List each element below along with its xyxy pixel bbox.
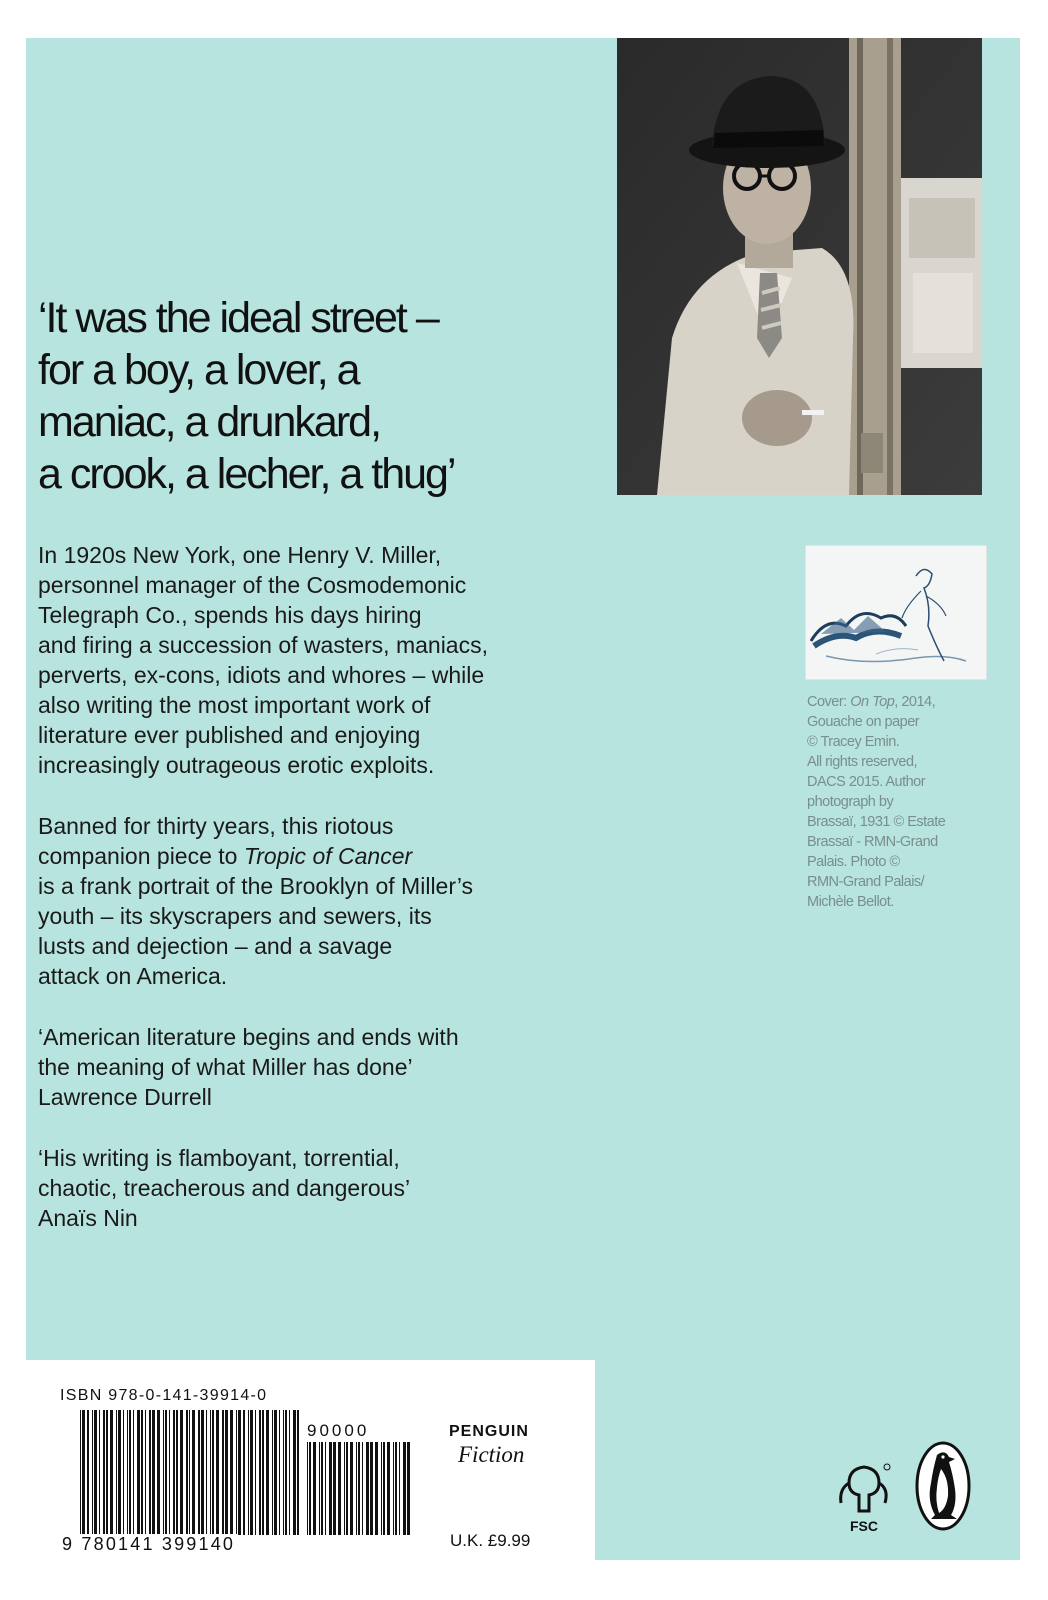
barcode-bar [225,1410,228,1535]
blurb-line: personnel manager of the Cosmodemonic [38,572,467,598]
barcode-bar [283,1410,284,1535]
barcode-bar [243,1410,245,1535]
fsc-tree-icon [835,1459,893,1537]
barcode-bar [344,1442,345,1535]
credits-line: Brassaï - RMN-Grand [807,834,938,850]
barcode-bar [356,1442,357,1535]
barcode-bar [309,1442,311,1535]
barcode-bar [206,1410,207,1535]
credits-line: All rights reserved, [807,754,918,770]
barcode-bar [212,1410,214,1535]
barcode-bar [279,1410,280,1535]
barcode-bar [110,1410,113,1535]
barcode-bar [118,1410,121,1535]
barcode-bar [346,1442,348,1535]
imprint-name: Fiction [458,1442,525,1467]
barcode-bar [248,1410,249,1535]
credits-line: Brassaï, 1931 © Estate [807,814,946,830]
headline-line: ‘It was the ideal street – [38,294,438,342]
barcode-bar [145,1410,146,1535]
barcode-bar [387,1442,390,1535]
credits-line: Palais. Photo © [807,854,900,870]
barcode-bar [407,1442,410,1535]
barcode-bar [393,1442,394,1535]
penguin-logo-icon [915,1441,971,1531]
headline-line: maniac, a drunkard, [38,398,381,446]
credits-line: RMN-Grand Palais/ [807,874,925,890]
barcode-bar [358,1442,360,1535]
barcode-bar [250,1410,253,1535]
barcode-bar [169,1410,170,1535]
barcode-bar [238,1410,241,1535]
barcode-bar [297,1410,299,1535]
barcode-bar [157,1410,160,1535]
barcode-bar [381,1442,382,1535]
barcode-bar [201,1410,204,1535]
barcode-bar [198,1410,200,1535]
blurb-text: companion piece to [38,843,244,869]
barcode-bar [395,1442,397,1535]
barcode-bar [133,1410,134,1535]
barcode-bar [222,1410,224,1535]
barcode-bar [82,1410,85,1535]
quote-line: the meaning of what Miller has done’ [38,1054,413,1080]
barcode-bar [106,1410,108,1535]
blurb-line: lusts and dejection – and a savage [38,933,393,959]
price-addon-barcode [307,1442,411,1535]
headline-quote [38,292,598,500]
barcode-bar [370,1442,373,1535]
barcode-digits: 9 780141 399140 [62,1534,236,1554]
credits-line: Michèle Bellot. [807,894,894,910]
barcode-bar [338,1442,341,1535]
barcode-bar [366,1442,369,1535]
blurb-line: and firing a succession of wasters, maniacs, [38,632,488,658]
barcode-bar [189,1410,190,1535]
barcode-bar [152,1410,155,1535]
barcode-bar [262,1410,264,1535]
blurb-line: In 1920s New York, one Henry V. Miller, [38,542,442,568]
barcode-bar [141,1410,143,1535]
credits-line: © Tracey Emin. [807,734,900,750]
quote-line: chaotic, treacherous and dangerous’ [38,1175,411,1201]
barcode-bar [321,1442,323,1535]
cover-artwork-thumbnail [805,545,987,680]
barcode-bar [325,1442,326,1535]
headline-line: for a boy, a lover, a [38,346,359,394]
isbn-barcode [80,1410,302,1535]
barcode-bar [236,1410,237,1535]
barcode-bar [259,1410,261,1535]
barcode-bar [99,1410,100,1535]
barcode-bar [399,1442,400,1535]
artwork-title: On Top [850,694,895,710]
cover-credits [807,692,1007,912]
blurb-line: perverts, ex-cons, idiots and whores – while [38,662,485,688]
blurb-paragraph-2 [38,811,598,991]
publisher-brand: PENGUIN [449,1423,529,1440]
barcode-bar [307,1442,308,1535]
barcode-bar [123,1410,124,1535]
blurb-line: Banned for thirty years, this riotous [38,813,394,839]
barcode-bar [192,1410,195,1535]
barcode-bar [129,1410,131,1535]
blurb-line: attack on America. [38,963,228,989]
barcode-bar [329,1442,332,1535]
headline-line: a crook, a lecher, a thug’ [38,450,455,498]
barcode-bar [180,1410,183,1535]
barcode-bar [137,1410,140,1535]
blurb [38,540,598,1264]
barcode-bar [362,1442,363,1535]
barcode-bar [272,1410,273,1535]
barcode-bar [127,1410,128,1535]
barcode-bar [293,1410,296,1535]
credits-text: Cover: [807,694,851,710]
barcode-bar [80,1410,81,1535]
blurb-line: increasingly outrageous erotic exploits. [38,752,435,778]
quote-line: ‘His writing is flamboyant, torrential, [38,1145,400,1171]
barcode-bar [285,1410,287,1535]
blurb-line: literature ever published and enjoying [38,722,421,748]
barcode-bar [165,1410,167,1535]
barcode-bar [274,1410,277,1535]
quote-line: ‘American literature begins and ends with [38,1024,459,1050]
barcode-bar [103,1410,105,1535]
barcode-bar [383,1442,385,1535]
fsc-label: FSC [850,1518,878,1534]
blurb-line: youth – its skyscrapers and sewers, its [38,903,432,929]
barcode-bar [289,1410,290,1535]
barcode-bar [173,1410,175,1535]
blurb-line: Telegraph Co., spends his days hiring [38,602,422,628]
barcode-bar [266,1410,269,1535]
barcode-bar [403,1442,406,1535]
credits-line: photograph by [807,794,894,810]
credits-text: , 2014, [894,694,936,710]
blurb-line [38,841,598,871]
barcode-bar [230,1410,233,1535]
blurb-paragraph-1 [38,540,598,780]
book-title-reference: Tropic of Cancer [243,843,413,869]
review-quote-1 [38,1022,598,1112]
barcode-bar [375,1442,378,1535]
barcode-bar [94,1410,97,1535]
barcode-bar [216,1410,219,1535]
barcode-bar [116,1410,117,1535]
quote-attribution: Lawrence Durrell [38,1084,212,1110]
barcode-addon-number: 90000 [307,1421,370,1440]
barcode-bar [333,1442,336,1535]
barcode-bar [313,1442,316,1535]
credits-line [807,692,1007,712]
barcode-bar [210,1410,211,1535]
barcode-bar [186,1410,188,1535]
barcode-bar [92,1410,93,1535]
credits-line: DACS 2015. Author [807,774,926,790]
quote-attribution: Anaïs Nin [38,1205,138,1231]
barcode-bar [319,1442,320,1535]
barcode-bar [255,1410,256,1535]
isbn-text: ISBN 978-0-141-39914-0 [60,1387,268,1404]
barcode-bar [350,1442,353,1535]
barcode-bar [176,1410,178,1535]
review-quote-2 [38,1143,598,1233]
price: U.K. £9.99 [450,1531,531,1550]
credits-line: Gouache on paper [807,714,920,730]
barcode-bar [149,1410,151,1535]
author-photograph [617,38,982,495]
blurb-line: also writing the most important work of [38,692,431,718]
blurb-line: is a frank portrait of the Brooklyn of Miller’s [38,873,474,899]
barcode-bar [87,1410,89,1535]
barcode-bar [163,1410,164,1535]
